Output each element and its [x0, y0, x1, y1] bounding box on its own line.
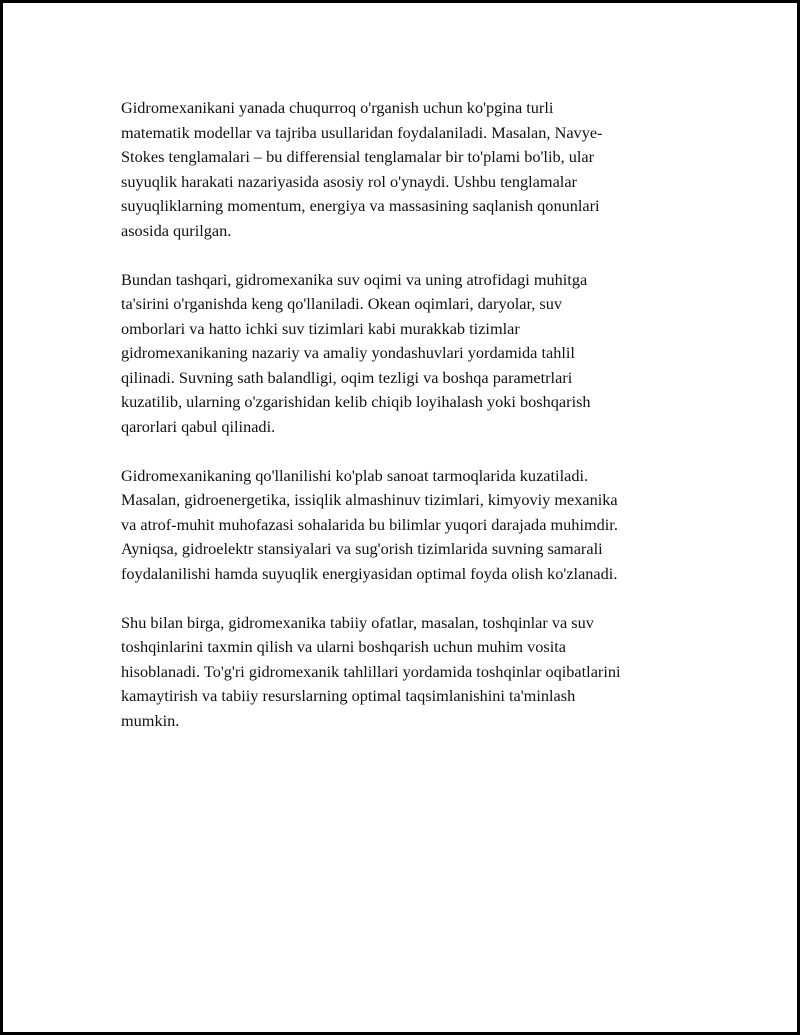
- document-body: [121, 96, 703, 758]
- paragraph-2: Bundan tashqari, gidromexanika suv oqimi va uning atrofidagi muhitga ta'sirini o'rganishda keng qo'llaniladi. Okean oqimlari, daryolar, suv omborlari va hatto ichki suv tizimlari kabi murakkab tizimlar gidromexanikaning nazariy va amaliy yondashuvlari yordamida tahlil qilinadi. Suvning sath balandligi, oqim tezligi va boshqa parametrlari kuzatilib, ularning o'zgarishidan kelib chiqib loyihalash yoki boshqarish qarorlari qabul qilinadi.: [121, 269, 591, 436]
- paragraph-3: Gidromexanikaning qo'llanilishi ko'plab sanoat tarmoqlarida kuzatiladi. Masalan, gidroenergetika, issiqlik almashinuv tizimlari, kimyoviy mexanika va atrof-muhit muhofazasi sohalarida bu bilimlar yuqori darajada muhimdir. Ayniqsa, gidroelektr stansiyalari va sug'orish tizimlarida suvning samarali foydalanilishi hamda suyuqlik energiyasidan optimal foyda olish ko'zlanadi.: [121, 465, 618, 583]
- paragraph-1: Gidromexanikani yanada chuqurroq o'rganish uchun ko'pgina turli matematik modellar va tajriba usullaridan foydalaniladi. Masalan, Navye- Stokes tenglamalari – bu differensial tenglamalar bir to'plami bo'lib, ular suyuqlik harakati nazariyasida asosiy rol o'ynaydi. Ushbu tenglamalar suyuqliklarning momentum, energiya va massasining saqlanish qonunlari asosida qurilgan.: [121, 98, 603, 240]
- paragraph-4: Shu bilan birga, gidromexanika tabiiy ofatlar, masalan, toshqinlar va suv toshqinlarini taxmin qilish va ularni boshqarish uchun muhim vosita hisoblanadi. To'g'ri gidromexanik tahlillari yordamida toshqinlar oqibatlarini kamaytirish va tabiiy resurslarning optimal taqsimlanishini ta'minlash mumkin.: [121, 612, 621, 730]
